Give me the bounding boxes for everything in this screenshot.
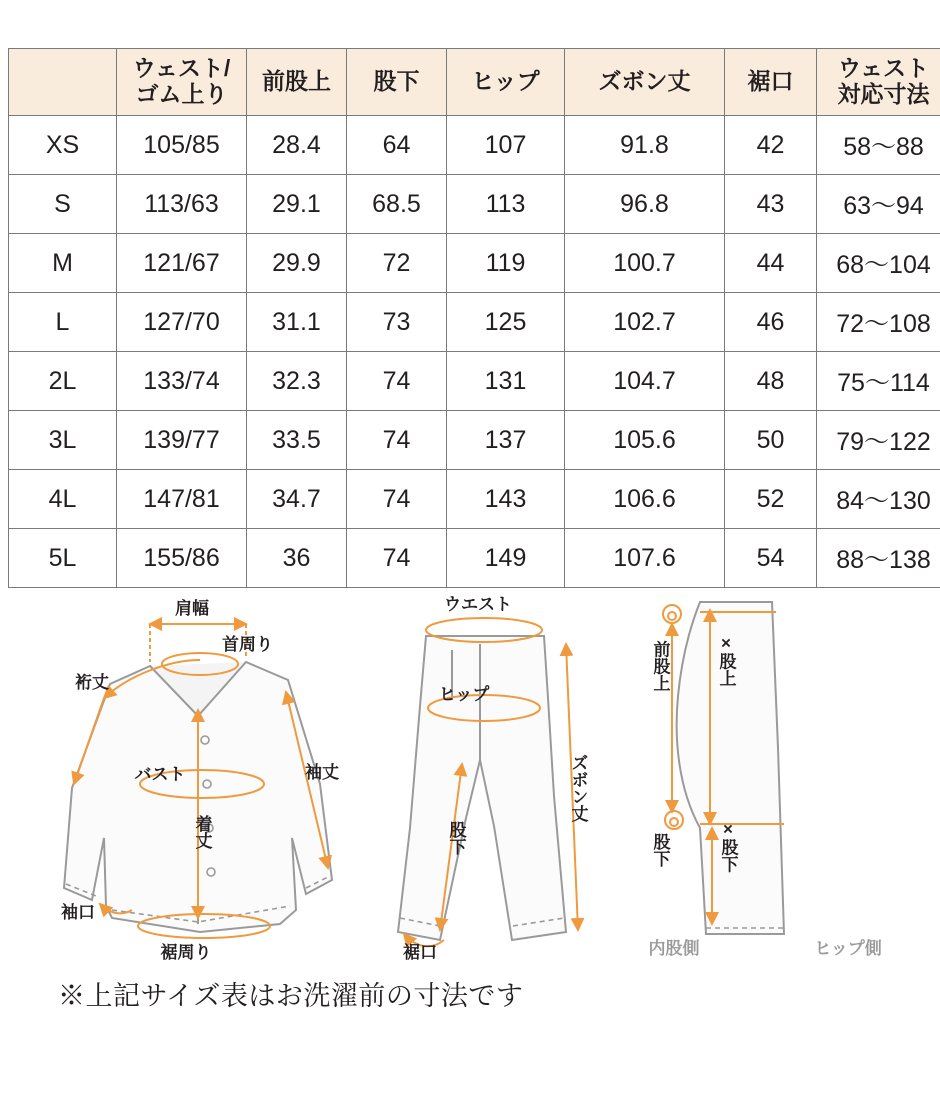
cell-corr: 84〜130 [817,470,940,529]
cell-corr: 58〜88 [817,116,940,175]
label-pants-hip: ヒップ [438,685,490,704]
jacket-illustration [61,598,339,962]
cell-waist: 155/86 [117,529,247,588]
washing-note: ※上記サイズ表はお洗濯前の寸法です [58,981,524,1011]
rise-illustration [649,602,882,958]
cell-corr: 72〜108 [817,293,940,352]
cell-pants-length: 91.8 [565,116,725,175]
size-table-wrapper [8,48,932,588]
label-bust: バスト [134,765,186,784]
cell-hip: 143 [447,470,565,529]
size-table-body [9,116,940,588]
table-row [9,470,940,529]
cell-size: 4L [9,470,117,529]
table-row [9,293,940,352]
cell-inseam: 74 [347,470,447,529]
cell-hem: 52 [725,470,817,529]
cell-front-rise: 32.3 [247,352,347,411]
cell-size: 2L [9,352,117,411]
cell-corr: 68〜104 [817,234,940,293]
label-front-rise: 前股上 [650,640,670,692]
label-back-rise: ×股上 [716,633,736,687]
table-row [9,116,940,175]
cell-hip: 113 [447,175,565,234]
cell-inseam: 64 [347,116,447,175]
cell-size: 5L [9,529,117,588]
cell-waist: 113/63 [117,175,247,234]
header-waist [117,49,247,116]
cell-corr: 75〜114 [817,352,940,411]
header-waist-line2: ゴム上り [135,81,228,107]
header-corner [9,49,117,116]
cell-front-rise: 28.4 [247,116,347,175]
cell-front-rise: 29.1 [247,175,347,234]
cell-pants-length: 105.6 [565,411,725,470]
cell-waist: 105/85 [117,116,247,175]
cell-size: S [9,175,117,234]
cell-corr: 79〜122 [817,411,940,470]
header-corr-line2: 対応寸法 [837,81,930,107]
cell-pants-length: 100.7 [565,234,725,293]
cell-hem: 48 [725,352,817,411]
cell-inseam: 74 [347,352,447,411]
cell-size: 3L [9,411,117,470]
cell-hip: 125 [447,293,565,352]
cell-pants-length: 107.6 [565,529,725,588]
cell-hem: 43 [725,175,817,234]
cell-pants-length: 102.7 [565,293,725,352]
header-corr-line1: ウェスト [837,55,930,82]
table-row [9,234,940,293]
cell-inseam: 74 [347,411,447,470]
label-inner-side: 内股側 [648,939,700,958]
measurement-diagram [0,588,940,1008]
header-pants-length: ズボン丈 [565,49,725,116]
cell-waist: 139/77 [117,411,247,470]
label-pants-hem: 裾口 [403,943,437,962]
cell-pants-length: 106.6 [565,470,725,529]
cell-front-rise: 33.5 [247,411,347,470]
cell-waist: 147/81 [117,470,247,529]
cell-front-rise: 29.9 [247,234,347,293]
table-row [9,529,940,588]
header-inseam: 股下 [347,49,447,116]
cell-front-rise: 36 [247,529,347,588]
label-sleeve-reach: 裄丈 [75,673,109,692]
label-hip-side: ヒップ側 [814,939,882,958]
cell-waist: 133/74 [117,352,247,411]
cell-pants-length: 104.7 [565,352,725,411]
table-row [9,411,940,470]
cell-inseam: 73 [347,293,447,352]
size-table [8,48,940,588]
header-hip: ヒップ [447,49,565,116]
cell-hem: 44 [725,234,817,293]
cell-hip: 119 [447,234,565,293]
cell-pants-length: 96.8 [565,175,725,234]
pants-illustration [398,595,588,962]
table-row [9,175,940,234]
label-shoulder-width: 肩幅 [175,599,209,618]
label-body-length: 着丈 [192,815,212,849]
label-pants-waist: ウエスト [444,595,512,614]
cell-size: L [9,293,117,352]
cell-hem: 50 [725,411,817,470]
cell-hem: 42 [725,116,817,175]
size-table-header [9,49,940,116]
cell-hem: 46 [725,293,817,352]
cell-corr: 88〜138 [817,529,940,588]
cell-waist: 127/70 [117,293,247,352]
cell-hip: 137 [447,411,565,470]
cell-front-rise: 34.7 [247,470,347,529]
cell-hip: 107 [447,116,565,175]
label-hem-round: 裾周り [160,943,212,962]
table-row [9,352,940,411]
cell-size: XS [9,116,117,175]
cell-inseam: 68.5 [347,175,447,234]
label-cuff: 袖口 [61,903,95,922]
label-neck: 首周り [222,635,273,654]
table-header-row [9,49,940,116]
cell-corr: 63〜94 [817,175,940,234]
cell-front-rise: 31.1 [247,293,347,352]
cell-hip: 131 [447,352,565,411]
cell-hip: 149 [447,529,565,588]
cell-hem: 54 [725,529,817,588]
header-front-rise: 前股上 [247,49,347,116]
header-waist-correspond [817,49,940,116]
header-hem: 裾口 [725,49,817,116]
label-pants-length: ズボン丈 [568,754,588,822]
cell-inseam: 72 [347,234,447,293]
cell-waist: 121/67 [117,234,247,293]
label-back-inseam: ×股下 [718,819,738,873]
label-pants-inseam: 股下 [446,821,466,855]
label-sleeve-length: 袖丈 [305,763,339,782]
cell-size: M [9,234,117,293]
cell-inseam: 74 [347,529,447,588]
header-waist-line1: ウェスト/ [132,55,231,82]
label-rise-inseam: 股下 [650,833,670,867]
